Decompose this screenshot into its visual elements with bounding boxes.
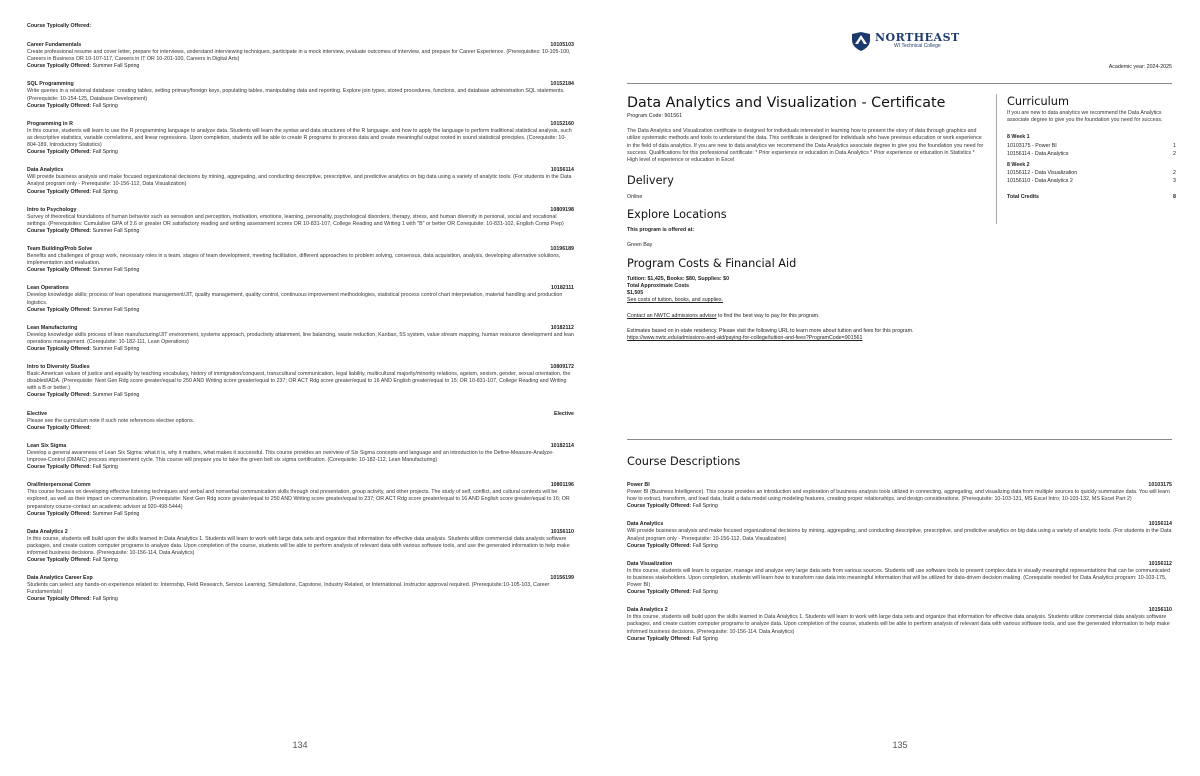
course-offered-value: Fall Spring xyxy=(92,557,118,564)
course-offered xyxy=(627,503,1172,510)
course-offered-label: Course Typically Offered: xyxy=(27,392,92,399)
course-code: 10809198 xyxy=(550,206,574,213)
course-description: Survey of theoretical foundations of human behavior such as sensation and perception, motivation, emotions, learning, personality, psychological disorders, therapy, stress, and human diversity in personal, social and vocational settings. (Prerequisites: Cumulative GPA of 2.6 or greater OR satisfactory reading and writing assessment scores OR 10-831-107, College Reading and Writing 1 with "B" or better OR Corequisite: 10-831-102, English Comp Prep) xyxy=(27,213,564,227)
curriculum-course: 10156110 - Data Analytics 2 xyxy=(1007,177,1073,184)
course-offered xyxy=(27,63,574,70)
course-description: Will provide business analysis and make focused organizational decisions by mining, aggregating, and conducting descriptive, prescriptive, and predictive analytics on big data using a variety of analytic tools. (For students in the Data Analyst program only - Prerequisite: 10-156-112, Data Visualization) xyxy=(627,528,1172,542)
course-name: Data Visualization xyxy=(627,560,673,567)
course-code: 10156114 xyxy=(550,167,574,174)
logo-name: NORTHEAST xyxy=(875,31,960,44)
course-description: Please see the curriculum note if such note references elective options. xyxy=(27,417,195,424)
course-offered-value: Summer Fall Spring xyxy=(92,227,140,234)
course-entry xyxy=(27,42,574,70)
costs-line: Tuition: $1,425, Books: $80, Supplies: $0 xyxy=(627,275,730,282)
curriculum-row xyxy=(1007,177,1176,185)
estimate-text: Estimates based on in-state residency. Please visit the following URL to learn more about tuition and fees for this program. xyxy=(627,327,914,334)
curriculum-panel xyxy=(996,94,1176,224)
course-offered-label: Course Typically Offered: xyxy=(627,542,692,549)
course-offered-label: Course Typically Offered: xyxy=(27,557,92,564)
course-name: Team Building/Prob Solve xyxy=(27,245,93,252)
course-offered-value: Fall Spring xyxy=(92,102,118,109)
course-name: Programming in R xyxy=(27,120,73,127)
course-offered xyxy=(27,425,574,432)
course-offered-value: Summer Fall Spring xyxy=(92,510,140,517)
course-entry xyxy=(27,167,574,195)
week2-list xyxy=(1007,169,1176,185)
curriculum-course: 10103175 - Power BI xyxy=(1007,142,1057,149)
course-offered-value: Fall Spring xyxy=(92,464,118,471)
week1-list xyxy=(1007,142,1176,158)
locations-label: This program is offered at: xyxy=(627,227,695,234)
locations-heading: Explore Locations xyxy=(627,208,727,222)
course-offered xyxy=(27,149,574,156)
course-offered-label: Course Typically Offered: xyxy=(27,188,92,195)
course-offered xyxy=(627,543,1172,550)
total-credits-row xyxy=(1007,193,1176,201)
left-course-list xyxy=(27,42,574,604)
course-offered-value: Fall Spring xyxy=(92,188,118,195)
course-offered xyxy=(27,392,574,399)
course-entry xyxy=(27,121,574,156)
course-code: 10156114 xyxy=(1148,521,1172,528)
course-offered-label: Course Typically Offered: xyxy=(27,510,92,517)
course-descriptions xyxy=(627,454,1172,654)
course-offered xyxy=(27,596,574,603)
course-name: Lean Operations xyxy=(27,285,69,292)
week1-label: 8 Week 1 xyxy=(1007,134,1030,141)
total-costs-value: $1,505 xyxy=(627,290,644,297)
delivery-value: Online xyxy=(627,194,643,201)
course-descriptions-heading: Course Descriptions xyxy=(627,455,741,468)
right-course-list xyxy=(627,482,1172,643)
total-credits-label: Total Credits xyxy=(1007,193,1039,200)
course-name: Data Analytics 2 xyxy=(27,528,68,535)
program-intro: The Data Analytics and Visualization certificate is designed for individuals interested in learning how to present the story of data through graphics and utilize systematic methods and tools to understand the data. This certificate is designed for individuals who have previous education or work experience in the field of data analytics. If you are new to data analytics we recommend the Data Analytics associate degree to give you the foundation you need for success. Qualifications for this professional certificate: * Prior experience or education in Data Analytics * Prior experience or education in Statistics * High level of experience or education in Excel xyxy=(627,128,984,164)
course-name: Career Fundamentals xyxy=(27,42,82,48)
course-offered xyxy=(27,346,574,353)
total-credits-value: 8 xyxy=(1173,193,1176,200)
curriculum-row xyxy=(1007,142,1176,150)
course-code: 10156110 xyxy=(1148,607,1172,614)
page-number: 135 xyxy=(892,740,908,750)
course-code: 10809172 xyxy=(550,364,574,371)
course-description: In this course, students will build upon the skills learned in Data Analytics 1. Students will learn to work with large data sets and organize that information for effective data analysis. Students utilize commercial data analysis software packages, and create custom computer programs to analyze data. Upon completion of the course, students will be able to perform analysis of relevant data with various software tools, and use the generated information to help make informed business decisions. (Prerequisite: 10-156-114, Data Analytics) xyxy=(627,614,1170,635)
course-entry xyxy=(27,575,574,603)
curriculum-course: 10156114 - Data Analytics xyxy=(1007,150,1069,157)
page-continuation-label: Course Typically Offered: xyxy=(27,23,92,29)
course-name: Data Analytics 2 xyxy=(627,607,668,614)
locations-value: Green Bay xyxy=(627,241,653,248)
course-offered-value: Summer Fall Spring xyxy=(92,392,140,399)
course-offered-value: Fall Spring xyxy=(92,149,118,156)
logo-subtitle: WI Technical College xyxy=(894,43,941,49)
section-divider xyxy=(627,439,1172,440)
course-offered-value: Fall Spring xyxy=(692,542,718,549)
course-offered xyxy=(627,636,1172,643)
course-description: In this course, students will build upon the skills learned in Data Analytics 1. Students will learn to work with large data sets and organize that information for effective data analysis. Students utilize commercial data analysis software packages, and create custom computer programs to analyze data. Upon completion of the course, students will be able to perform analysis of relevant data with various software tools, and use the generated information to help make informed business decisions. (Prerequisite: 10-156-114, Data Analytics) xyxy=(27,535,570,556)
course-code: 10156112 xyxy=(1148,560,1172,567)
curriculum-note: If you are new to data analytics we recommend the Data Analytics associate degree to give you the foundation you need for success. xyxy=(1007,110,1163,124)
course-name: Oral/Interpersonal Comm xyxy=(27,482,91,489)
college-logo xyxy=(850,30,960,52)
course-offered-label: Course Typically Offered: xyxy=(27,149,92,156)
delivery-heading: Delivery xyxy=(627,174,674,188)
advisor-text: to find the best way to pay for this program. xyxy=(716,312,820,319)
course-offered-label: Course Typically Offered: xyxy=(27,63,92,70)
course-entry xyxy=(27,207,574,235)
course-offered-label: Course Typically Offered: xyxy=(27,346,92,352)
course-description: Develop a general awareness of Lean Six Sigma: what it is, why it matters, what makes it successful. This course provides an overview of Six Sigma concepts and language and an introduction to the Define-Measure-Analyze-Improve-Control (DMAIC) process improvement cycle. This course will prepare you to take the green belt six sigma certification. (Corequisite: 10-182-112, Lean Manufacturing) xyxy=(27,449,554,464)
course-description: Write queries in a relational database: creating tables, setting primary/foreign keys, populating tables, manipulating data and reporting. Explore join types, stored procedures, functions, and database administration SQL statements. (Prerequisite: 10-154-125, Database Development) xyxy=(27,88,565,102)
course-description: Benefits and challenges of group work, necessary roles in a team, stages of team development, meeting facilitation, different approaches to problem solving, consensus, data acquisition, analysis, developing alternative solutions, implementation and evaluation. xyxy=(27,253,561,267)
course-entry xyxy=(27,81,574,109)
course-offered xyxy=(27,189,574,196)
course-description: Basic American values of justice and equality by teaching vocabulary, history of immigration/conquest, transcultural communication, legal liability, multicultural majority/minority relations, ageism, sexism, gender, sexual orientation, the disabled/ADA. (Prerequisite: Next Gen Rdg score greater/equal to 250 AND Writing score greater/equal to 237; OR ACT Rdg score greater/equal to 16 AND English greater/equal to 15; OR 10-831-107, College Reading and Writing with a B or better.) xyxy=(27,371,571,392)
course-offered xyxy=(27,228,574,235)
course-code: 10182112 xyxy=(550,324,574,331)
course-offered-label: Course Typically Offered: xyxy=(27,596,92,603)
course-code: 10182114 xyxy=(550,442,574,449)
advisor-line xyxy=(627,313,984,320)
course-name: Power BI xyxy=(627,482,650,488)
course-description: In this course, students will learn to use the R programming language to analyze data. Students will learn the syntax and data structures of the R language, and how to apply the language to perform traditional statistical analysis, such as descriptive statistics, variable correlations, and linear regressions. Upon completion, students will be able to create R programs to process data and create meaningful output rooted in sound statistical principles. (Corequisite: 10-804-189, Introductory Statistics) xyxy=(27,127,572,149)
course-name: Data Analytics Career Exp xyxy=(27,575,93,582)
course-entry xyxy=(27,364,574,399)
course-code: 10801196 xyxy=(550,482,574,489)
course-offered-label: Course Typically Offered: xyxy=(627,589,692,596)
course-entry xyxy=(627,561,1172,596)
course-name: SQL Programming xyxy=(27,81,74,88)
course-offered-label: Course Typically Offered: xyxy=(627,635,692,642)
course-code: 10196189 xyxy=(550,245,574,252)
course-offered-value: Summer Fall Spring xyxy=(92,63,140,70)
course-offered-label: Course Typically Offered: xyxy=(27,464,92,471)
course-offered xyxy=(627,589,1172,596)
course-code: 10152184 xyxy=(550,81,574,88)
costs-heading: Program Costs & Financial Aid xyxy=(627,256,797,270)
course-code: Elective xyxy=(553,410,574,417)
course-offered-label: Course Typically Offered: xyxy=(27,267,92,274)
curriculum-credits: 2 xyxy=(1173,169,1176,176)
program-code: Program Code: 901561 xyxy=(627,113,683,119)
course-name: Lean Manufacturing xyxy=(27,324,78,331)
curriculum-heading: Curriculum xyxy=(1007,95,1069,108)
course-entry xyxy=(27,482,574,517)
course-offered-value: Fall Spring xyxy=(692,635,718,642)
curriculum-row xyxy=(1007,169,1176,177)
course-description: Students can select any hands-on experience related to: Internship, Field Research, Service Learning, Simulations, Capstone, Industry Related, or International. Instructor approval required. (Prerequisite:10-105-103, Career Fundamentals) xyxy=(27,582,550,596)
course-entry xyxy=(627,482,1172,510)
course-code: 10156110 xyxy=(550,528,574,535)
course-offered-value: Fall Spring xyxy=(92,596,118,603)
northeast-logo-icon xyxy=(850,30,872,52)
page-number: 134 xyxy=(292,740,308,750)
course-code: 10156199 xyxy=(550,575,574,582)
course-description: Will provide business analysis and make focused organizational decisions by mining, aggregating, and conducting descriptive, prescriptive, and predictive analytics on big data using a variety of analytic tools. (For students in the Data Analyst program only - Prerequisite: 10-156-112, Data Visualization) xyxy=(27,174,572,188)
course-name: Data Analytics xyxy=(627,521,664,528)
course-offered-label: Course Typically Offered: xyxy=(27,424,92,431)
course-entry xyxy=(27,246,574,274)
course-offered xyxy=(27,267,574,274)
course-code: 10105103 xyxy=(550,42,574,48)
week2-label: 8 Week 2 xyxy=(1007,161,1030,168)
course-entry xyxy=(27,443,574,471)
tuition-url-link[interactable]: https://www.nwtc.edu/admissions-and-aid/paying-for-college/tuition-and-fees?ProgramCode=901561 xyxy=(627,335,863,342)
course-entry xyxy=(627,607,1172,642)
course-entry xyxy=(27,529,574,564)
program-title: Data Analytics and Visualization - Certificate xyxy=(627,95,946,111)
course-offered-value: Summer Fall Spring xyxy=(92,267,140,274)
course-code: 10103175 xyxy=(1148,482,1172,488)
course-name: Intro to Psychology xyxy=(27,206,77,213)
course-offered-label: Course Typically Offered: xyxy=(27,227,92,234)
course-offered-label: Course Typically Offered: xyxy=(27,306,92,313)
course-offered xyxy=(27,464,574,471)
course-description: This course focuses on developing effective listening techniques and verbal and nonverbal communication skills through oral presentation, group activity, and other projects. The study of self, conflict, and cultural contexts will be explored, as well as their impact on communication. (Prerequisite: Next Gen Rdg score greater/equal to 250 AND Writing score greater/equal to 237; OR ACT Rdg score greater/equal to 16 AND English score greater/equal to 16; OR preparatory course-contact an academic advisor at 920-498-5444) xyxy=(27,489,570,510)
course-offered-value: Summer Fall Spring xyxy=(92,346,140,352)
course-offered xyxy=(27,511,574,518)
total-costs-label: Total Approximate Costs xyxy=(627,283,690,290)
course-entry xyxy=(27,325,574,353)
curriculum-row xyxy=(1007,150,1176,158)
course-code: 10152160 xyxy=(550,120,574,127)
program-overview xyxy=(627,95,984,342)
curriculum-credits: 2 xyxy=(1173,150,1176,157)
course-entry xyxy=(627,521,1172,549)
course-entry xyxy=(27,285,574,313)
right-page xyxy=(600,0,1200,776)
course-offered xyxy=(27,307,574,314)
course-description: In this course, students will learn to organize, manage and analyze very large data sets from various sources. Students will use software tools to present complex data in visually meaningful representations that can be communicated to business stakeholders. Upon completion, students will learn how to transform raw data into meaningful information that will be utilized for data-driven decision making. (Corequisite needed for Data Analytics program: 10-103-175, Power BI) xyxy=(627,567,1170,589)
course-description: Develop knowledge skills; process of lean operations management/JIT, quality management, quality control, continuous improvement methodologies, statistical process control chart interpretation, material handling and production logistics. xyxy=(27,292,563,306)
course-code: 10182111 xyxy=(551,285,574,292)
course-offered-value: Fall Spring xyxy=(692,589,718,596)
course-offered-label: Course Typically Offered: xyxy=(27,102,92,109)
curriculum-course: 10156112 - Data Visualization xyxy=(1007,169,1078,176)
course-offered xyxy=(27,103,574,110)
course-description: Power BI (Business Intelligence). This course provides an introduction and exploration of business analysis tools utilized in connecting, aggregating, and visualizing data from multiple sources to quickly summarize data. You will learn how to extract, transform, and load data, build a data model using modeling features, creating proper relationships, and design considerations. (Prerequisite: 10-103-131, MS Excel Intro; 10-103-132, MS Excel Part 2) xyxy=(627,489,1170,503)
course-name: Elective xyxy=(27,410,48,417)
advisor-link[interactable]: Contact an NWTC admissions advisor xyxy=(627,312,717,319)
course-offered-value: Fall Spring xyxy=(692,503,718,510)
course-entry xyxy=(27,411,574,432)
course-offered-label: Course Typically Offered: xyxy=(627,503,692,510)
curriculum-credits: 1 xyxy=(1173,142,1176,149)
course-offered xyxy=(27,557,574,564)
course-description: Develop knowledge skills process of lean manufacturing/JIT environment, systems approach, productivity attainment, line balancing, waste reduction, Kanban, 5S system, value stream mapping, human resource development and lean operations management. (Corequisite: 10-182-111, Lean Operations) xyxy=(27,331,574,345)
course-offered-value: Summer Fall Spring xyxy=(92,306,140,313)
top-divider xyxy=(627,83,1172,84)
curriculum-credits: 3 xyxy=(1173,177,1176,184)
course-name: Intro to Diversity Studies xyxy=(27,364,90,371)
course-description: Create professional resume and cover letter, prepare for interviews, understand interviewing techniques, participate in a mock interview, evaluate outcomes of interview, and prepare for Career Experience. (Prerequisites: 10-105-100, Careers in Business OR 10-107-117, Careers in IT OR 10-201-100, Careers in Digital Arts) xyxy=(27,49,571,63)
course-name: Lean Six Sigma xyxy=(27,442,67,449)
course-name: Data Analytics xyxy=(27,167,64,174)
academic-year: Academic year: 2024-2025 xyxy=(1108,64,1172,70)
costs-link[interactable]: See costs of tuition, books, and supplies. xyxy=(627,297,723,304)
